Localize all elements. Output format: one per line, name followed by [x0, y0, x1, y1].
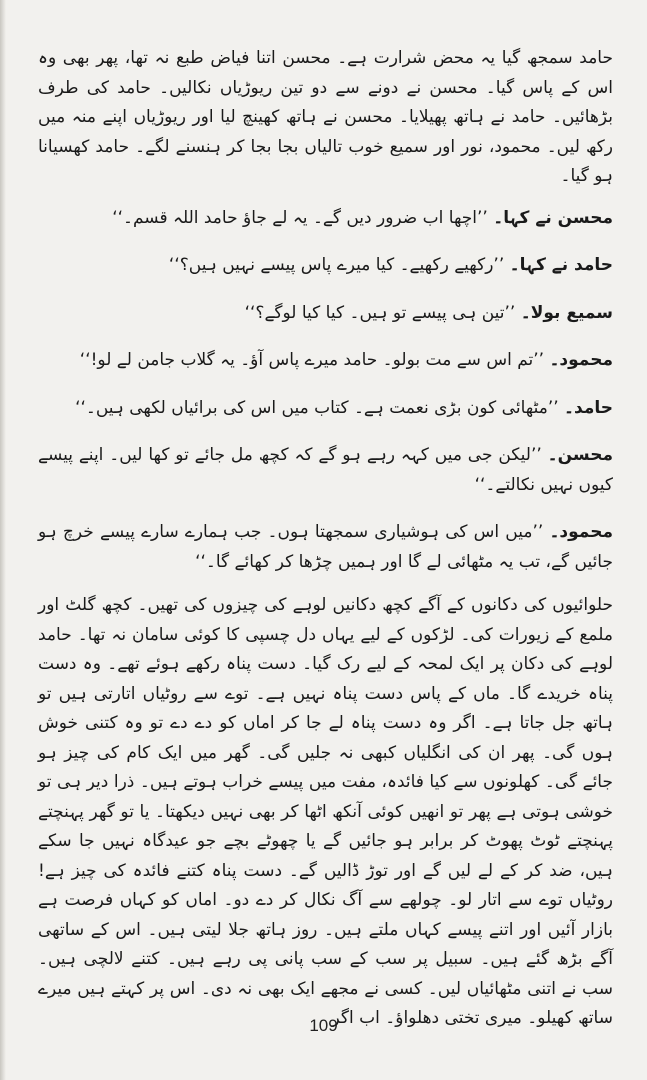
opening-paragraph: حامد سمجھ گیا یہ محض شرارت ہے۔ محسن اتنا فیاض طبع نہ تھا، پھر بھی وہ اس کے پاس گیا۔ محسن نے دونے سے دو تین ریوڑیاں نکالیں۔ حامد کی طرف بڑھائیں۔ حامد نے ہاتھ پھیلایا۔ محسن نے ہاتھ کھینچ لیا اور ریوڑیاں اپنے منہ میں رکھ لیں۔ محمود، نور اور سمیع خوب تالیاں بجا بجا کر ہنسنے لگے۔ حامد کھسیانا ہو گیا۔: [38, 48, 613, 186]
dialogue-text: ’’تم اس سے مت بولو۔ حامد میرے پاس آؤ۔ یہ گلاب جامن لے لو!‘‘: [79, 350, 545, 370]
dialogue-text: ’’مٹھائی کون بڑی نعمت ہے۔ کتاب میں اس کی برائیاں لکھی ہیں۔‘‘: [75, 397, 559, 418]
dialogue-speaker: حامد۔: [564, 397, 613, 418]
dialogue-line: [38, 204, 613, 234]
page-number: 109: [309, 1016, 338, 1035]
dialogue-speaker: محمود۔: [549, 522, 613, 542]
closing-paragraph: حلوائیوں کی دکانوں کے آگے کچھ دکانیں لوہے کی چیزوں کی تھیں۔ کچھ گلٹ اور ملمع کے زیورات کی۔ لڑکوں کے لیے یہاں دل چسپی کا کوئی سامان نہ تھا۔ حامد لوہے کی دکان پر ایک لمحہ کے لیے رک گیا۔ دست پناہ رکھے ہوئے تھے۔ وہ دست پناہ خریدے گا۔ ماں کے پاس دست پناہ نہیں ہے۔ توے سے روٹیاں اتارتی ہیں تو ہاتھ جل جاتا ہے۔ اگر وہ دست پناہ لے جا کر اماں کو دے دے تو وہ کتنی خوش ہوں گی۔ پھر ان کی انگلیاں کبھی نہ جلیں گی۔ گھر میں ایک کام کی چیز ہو جائے گی۔ کھلونوں سے کیا فائدہ، مفت میں پیسے خراب ہوتے ہیں۔ ذرا دیر ہی تو خوشی ہوتی ہے پھر تو انھیں کوئی آنکھ اٹھا کر بھی نہیں دیکھتا۔ یا تو گھر پہنچتے پہنچتے ٹوٹ پھوٹ کر برابر ہو جائیں گے یا چھوٹے بچے جو عیدگاہ نہیں جا سکے ہیں، ضد کر کے لے لیں گے اور توڑ ڈالیں گے۔ دست پناہ کتنے فائدہ کی چیز ہے! روٹیاں توے سے اتار لو۔ چولھے سے آگ نکال کر دے دو۔ اماں کو کہاں فرصت ہے بازار آئیں اور اتنے پیسے کہاں ملتے ہیں۔ روز ہاتھ جلا لیتی ہیں۔ اس کے ساتھی آگے بڑھ گئے ہیں۔ سبیل پر سب کے سب پانی پی رہے ہیں۔ کتنے لالچی ہیں۔ سب نے اتنی مٹھائیاں لیں۔ کسی نے مجھے ایک بھی نہ دی۔ اس پر کہتے ہیں میرے ساتھ کھیلو۔ میری تختی دھلواؤ۔ اب اگر: [38, 595, 613, 1028]
dialogue-line: [38, 441, 613, 500]
dialogue-line: [38, 518, 613, 577]
dialogue-text: ’’میں اس کی ہوشیاری سمجھتا ہوں۔ جب ہمارے سارے پیسے خرچ ہو جائیں گے، تب یہ مٹھائی لے گا اور ہمیں چڑھا کر کھائے گا۔‘‘: [38, 522, 613, 572]
dialogue-text: ’’تین ہی پیسے تو ہیں۔ کیا کیا لوگے؟‘‘: [244, 302, 516, 323]
dialogue-speaker: محمود۔: [549, 350, 613, 370]
dialogue-text: ’’رکھیے رکھیے۔ کیا میرے پاس پیسے نہیں ہیں؟‘‘: [168, 255, 505, 275]
dialogue-speaker: حامد نے کہا۔: [509, 255, 613, 275]
dialogue-speaker: محسن۔: [547, 445, 613, 465]
dialogue-speaker: سمیع بولا۔: [520, 302, 613, 323]
page-spine-shadow: [0, 0, 6, 1080]
dialogue-text: ’’اچھا اب ضرور دیں گے۔ یہ لے جاؤ حامد اللہ قسم۔‘‘: [112, 207, 488, 228]
dialogue-speaker: محسن نے کہا۔: [493, 207, 613, 228]
dialogue-line: [38, 251, 613, 281]
book-page-text: [38, 44, 613, 1034]
dialogue-text: ’’لیکن جی میں کہہ رہے ہو گے کہ کچھ مل جائے تو کھا لیں۔ اپنے پیسے کیوں نہیں نکالتے۔‘‘: [38, 445, 613, 495]
dialogue-line: [38, 394, 613, 424]
dialogue-line: [38, 299, 613, 329]
dialogue-line: [38, 346, 613, 376]
